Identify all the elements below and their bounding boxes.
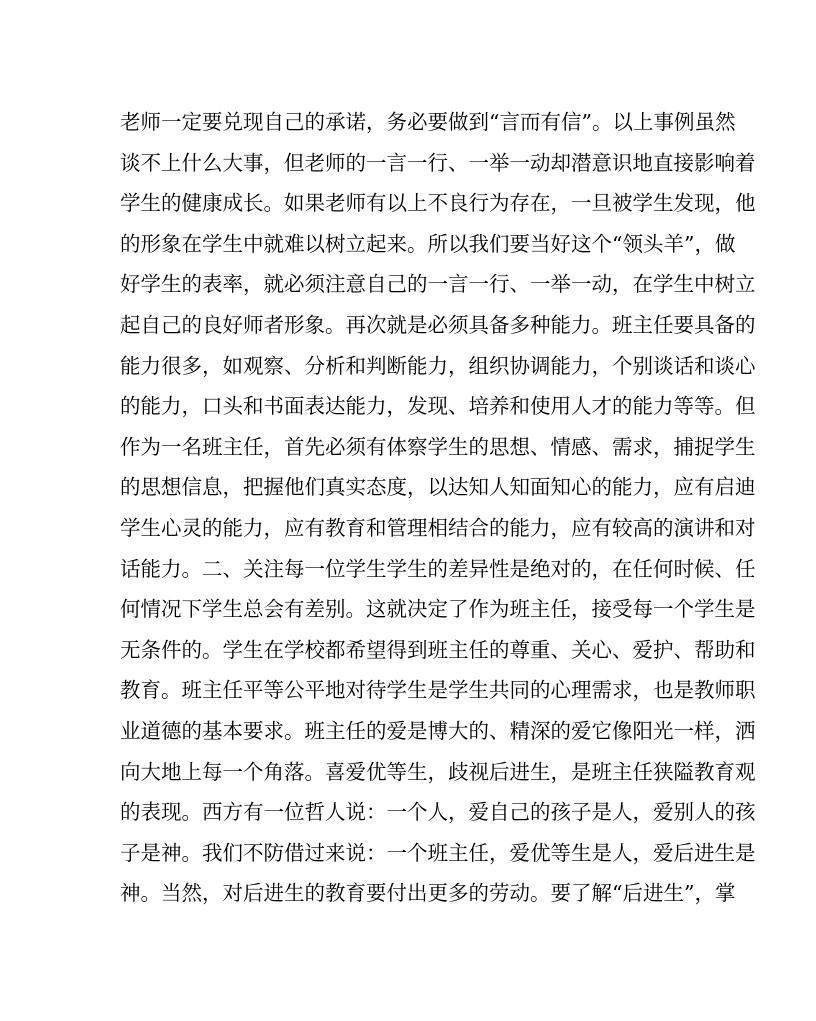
text-line: 子是神。我们不防借过来说：一个班主任，爱优等生是人，爱后进生是 bbox=[120, 840, 756, 865]
text-line: 何情况下学生总会有差别。这就决定了作为班主任，接受每一个学生是 bbox=[120, 597, 756, 622]
text-line: 作为一名班主任，首先必须有体察学生的思想、情感、需求，捕捉学生 bbox=[120, 434, 756, 459]
text-line: 谈不上什么大事，但老师的一言一行、一举一动却潜意识地直接影响着 bbox=[120, 150, 756, 175]
text-line: 教育。班主任平等公平地对待学生是学生共同的心理需求，也是教师职 bbox=[120, 678, 756, 703]
text-line: 话能力。二、关注每一位学生学生的差异性是绝对的，在任何时候、任 bbox=[120, 556, 756, 581]
text-line: 学生的健康成长。如果老师有以上不良行为存在，一旦被学生发现，他 bbox=[120, 191, 756, 216]
text-line: 神。当然，对后进生的教育要付出更多的劳动。要了解“后进生”，掌 bbox=[120, 881, 736, 906]
text-line: 的表现。西方有一位哲人说：一个人，爱自己的孩子是人，爱别人的孩 bbox=[120, 800, 756, 825]
body-text bbox=[120, 102, 756, 914]
text-line: 的能力，口头和书面表达能力，发现、培养和使用人才的能力等等。但 bbox=[120, 394, 756, 419]
text-line: 的形象在学生中就难以树立起来。所以我们要当好这个“领头羊”，做 bbox=[120, 231, 736, 256]
text-line: 起自己的良好师者形象。再次就是必须具备多种能力。班主任要具备的 bbox=[120, 312, 756, 337]
text-line: 学生心灵的能力，应有教育和管理相结合的能力，应有较高的演讲和对 bbox=[120, 515, 756, 540]
text-line: 好学生的表率，就必须注意自己的一言一行、一举一动，在学生中树立 bbox=[120, 272, 756, 297]
text-line: 无条件的。学生在学校都希望得到班主任的尊重、关心、爱护、帮助和 bbox=[120, 637, 756, 662]
text-line: 老师一定要兑现自己的承诺，务必要做到“言而有信”。以上事例虽然 bbox=[120, 110, 736, 134]
text-line: 向大地上每一个角落。喜爱优等生，歧视后进生，是班主任狭隘教育观 bbox=[120, 759, 756, 784]
text-line: 能力很多，如观察、分析和判断能力，组织协调能力，个别谈话和谈心 bbox=[120, 353, 756, 378]
text-line: 的思想信息，把握他们真实态度，以达知人知面知心的能力，应有启迪 bbox=[120, 475, 756, 500]
text-line: 业道德的基本要求。班主任的爱是博大的、精深的爱它像阳光一样，洒 bbox=[120, 718, 756, 743]
